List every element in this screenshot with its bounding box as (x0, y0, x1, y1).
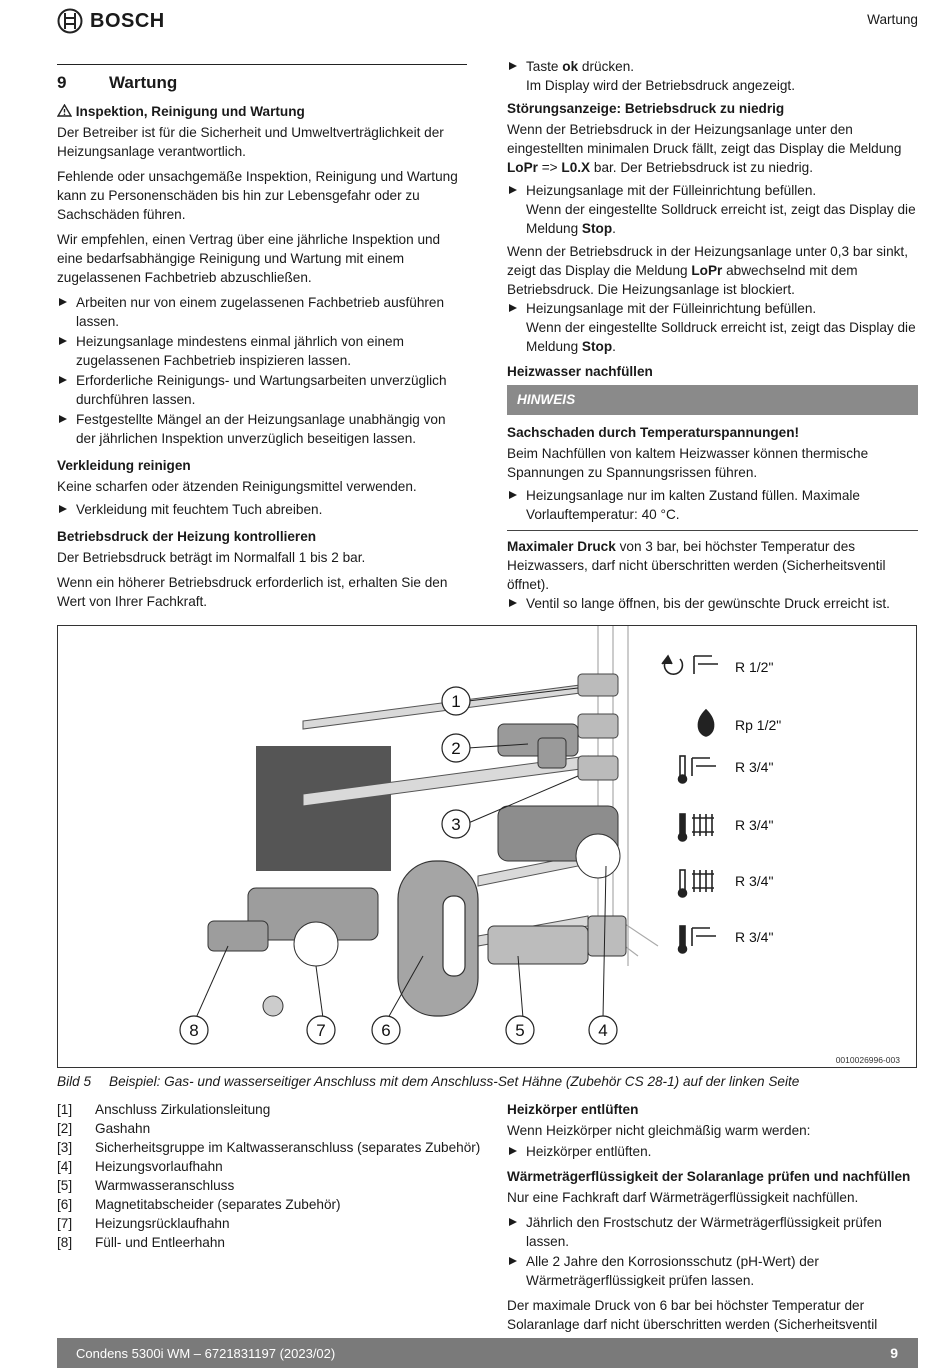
legend-row: [4] Heizungsvorlaufhahn (57, 1159, 223, 1174)
paragraph: Beim Nachfüllen von kaltem Heizwasser können thermische Spannungen zu Spannungsrissen führen. (507, 446, 869, 480)
list-item: Alle 2 Jahre den Korrosionsschutz (pH-Wert) der Wärmeträgerflüssigkeit prüfen lassen. (507, 1252, 918, 1290)
warning-triangle-icon (57, 104, 72, 117)
callout-label-1: 1 (451, 692, 461, 711)
caption-text: Beispiel: Gas- und wasserseitiger Anschluss mit dem Anschluss-Set Hähne (Zubehör CS 28-1) auf der linken Seite (109, 1074, 800, 1089)
paragraph: Wenn ein höherer Betriebsdruck erforderlich ist, erhalten Sie den Wert von Ihrer Fachkraft. (57, 575, 448, 609)
bullet-list (507, 594, 918, 613)
legend-row: [5] Warmwasseranschluss (57, 1178, 235, 1193)
lower-right-column (507, 1100, 918, 1359)
paragraph: Wenn der Betriebsdruck in der Heizungsanlage unter 0,3 bar sinkt, zeigt das Display die Meldung LoPr abwechselnd mit dem Betriebsdruck. Die Heizungsanlage ist blockiert. (507, 244, 908, 297)
subheading: Betriebsdruck der Heizung kontrollieren (57, 529, 317, 544)
legend-row: [3] Sicherheitsgruppe im Kaltwasseranschluss (separates Zubehör) (57, 1140, 481, 1155)
list-item: Ventil so lange öffnen, bis der gewünschte Druck erreicht ist. (507, 594, 918, 613)
circulation-icon (662, 656, 718, 674)
page-footer (57, 1338, 918, 1368)
connection-label: R 3/4" (735, 929, 774, 945)
list-item: Verkleidung mit feuchtem Tuch abreiben. (57, 500, 467, 519)
paragraph: Fehlende oder unsachgemäße Inspektion, Reinigung und Wartung kann zu Personenschäden bis hin zur Lebensgefahr oder zu Sachschäden führen. (57, 169, 458, 222)
bosch-armature-icon (57, 8, 83, 34)
paragraph: Wir empfehlen, einen Vertrag über eine jährliche Inspektion und eine bedarfsabhängige Reinigung und Wartung mit einem zugelassenen Fachbetrieb abzuschließen. (57, 232, 441, 285)
legend-row: [1] Anschluss Zirkulationsleitung (57, 1102, 271, 1117)
connection-diagram (58, 626, 916, 1067)
callout-label-3: 3 (451, 815, 461, 834)
brand-name: BOSCH (90, 10, 165, 32)
list-item: Taste ok drücken. Im Display wird der Betriebsdruck angezeigt. (507, 57, 918, 95)
subheading: Störungsanzeige: Betriebsdruck zu niedrig (507, 101, 785, 116)
list-item: Jährlich den Frostschutz der Wärmeträgerflüssigkeit prüfen lassen. (507, 1213, 918, 1251)
paragraph: Der maximale Druck von 6 bar bei höchster Temperatur der Solaranlage darf nicht überschritten werden (Sicherheitsventil (507, 1298, 878, 1332)
figure-caption (57, 1072, 918, 1091)
connection-label: R 3/4" (735, 759, 774, 775)
bullet-list (507, 1142, 918, 1161)
subheading: Heizwasser nachfüllen (507, 364, 653, 379)
bullet-list (57, 500, 467, 519)
legend-row: [7] Heizungsrücklaufhahn (57, 1216, 230, 1231)
list-item: Heizungsanlage nur im kalten Zustand füllen. Maximale Vorlauftemperatur: 40 °C. (507, 486, 918, 524)
section-heading (57, 73, 467, 92)
connection-label: R 1/2" (735, 659, 774, 675)
list-item: Heizungsanlage mindestens einmal jährlich von einem zugelassenen Fachbetrieb inspizieren lassen. (57, 332, 467, 370)
list-item: Arbeiten nur von einem zugelassenen Fachbetrieb ausführen lassen. (57, 293, 467, 331)
bullet-list (507, 1213, 918, 1290)
list-item: Heizungsanlage mit der Fülleinrichtung befüllen. Wenn der eingestellte Solldruck erreicht ist, zeigt das Display die Meldung Stop. (507, 299, 918, 356)
subheading: Verkleidung reinigen (57, 458, 191, 473)
subheading: Heizkörper entlüften (507, 1102, 639, 1117)
legend-row: [8] Füll- und Entleerhahn (57, 1235, 225, 1250)
legend-row: [6] Magnetitabscheider (separates Zubehör) (57, 1197, 341, 1212)
page-number: 9 (890, 1345, 898, 1361)
hot-water-icon (679, 926, 717, 953)
callout-label-5: 5 (515, 1021, 525, 1040)
callout-label-4: 4 (598, 1021, 608, 1040)
notice-rule (507, 530, 918, 531)
notice-banner: HINWEIS (507, 385, 918, 415)
bullet-list (507, 57, 918, 95)
gas-flame-icon (698, 710, 713, 736)
list-item: Erforderliche Reinigungs- und Wartungsarbeiten unverzüglich durchführen lassen. (57, 371, 467, 409)
paragraph: Maximaler Druck von 3 bar, bei höchster Temperatur des Heizwassers, darf nicht überschritten werden (Sicherheitsventil öffnet). (507, 539, 886, 592)
section-number: 9 (57, 73, 67, 92)
paragraph: Wenn der Betriebsdruck in der Heizungsanlage unter den eingestellten minimalen Druck fällt, zeigt das Display die Meldung LoPr => L0.X bar. Der Betriebsdruck ist zu niedrig. (507, 122, 902, 175)
boiler-housing-panel (256, 746, 391, 871)
paragraph: Nur eine Fachkraft darf Wärmeträgerflüssigkeit nachfüllen. (507, 1190, 859, 1205)
list-item: Festgestellte Mängel an der Heizungsanlage unabhängig von der jährlichen Inspektion unverzüglich beseitigen lassen. (57, 410, 467, 448)
footer-doc-id: Condens 5300i WM – 6721831197 (2023/02) (76, 1346, 336, 1361)
heating-return-icon (679, 870, 715, 897)
paragraph: Der Betreiber ist für die Sicherheit und Umweltverträglichkeit der Heizungsanlage verantwortlich. (57, 125, 444, 159)
cold-water-icon (679, 756, 717, 783)
paragraph: Keine scharfen oder ätzenden Reinigungsmittel verwenden. (57, 479, 417, 494)
figure-frame (57, 625, 917, 1068)
legend-row: [2] Gashahn (57, 1121, 151, 1136)
connection-label: Rp 1/2" (735, 717, 782, 733)
figure-code: 0010026996-003 (835, 1055, 900, 1065)
left-column (57, 64, 467, 617)
list-item: Heizungsanlage mit der Fülleinrichtung befüllen. Wenn der eingestellte Solldruck erreicht ist, zeigt das Display die Meldung Stop. (507, 181, 918, 238)
bosch-logo (57, 8, 177, 34)
section-rule (57, 64, 467, 65)
bullet-list (507, 299, 918, 356)
paragraph: Wenn Heizkörper nicht gleichmäßig warm werden: (507, 1123, 811, 1138)
callout-label-7: 7 (316, 1021, 326, 1040)
notice-title: Sachschaden durch Temperaturspannungen! (507, 425, 800, 440)
figure-legend (57, 1100, 487, 1252)
subheading: Wärmeträgerflüssigkeit der Solaranlage prüfen und nachfüllen (507, 1169, 911, 1184)
bullet-list (507, 486, 918, 524)
warning-heading: Inspektion, Reinigung und Wartung (57, 102, 467, 121)
header-section-label: Wartung (867, 12, 918, 27)
heating-flow-icon (679, 814, 715, 841)
callout-label-2: 2 (451, 739, 461, 758)
list-item: Heizkörper entlüften. (507, 1142, 918, 1161)
bullet-list (507, 181, 918, 238)
section-title: Wartung (109, 73, 178, 92)
connection-label: R 3/4" (735, 817, 774, 833)
callout-label-8: 8 (189, 1021, 199, 1040)
right-column (507, 57, 918, 619)
bullet-list (57, 293, 467, 448)
connection-label: R 3/4" (735, 873, 774, 889)
callout-label-6: 6 (381, 1021, 391, 1040)
paragraph: Der Betriebsdruck beträgt im Normalfall 1 bis 2 bar. (57, 550, 366, 565)
caption-number: Bild 5 (57, 1074, 92, 1089)
